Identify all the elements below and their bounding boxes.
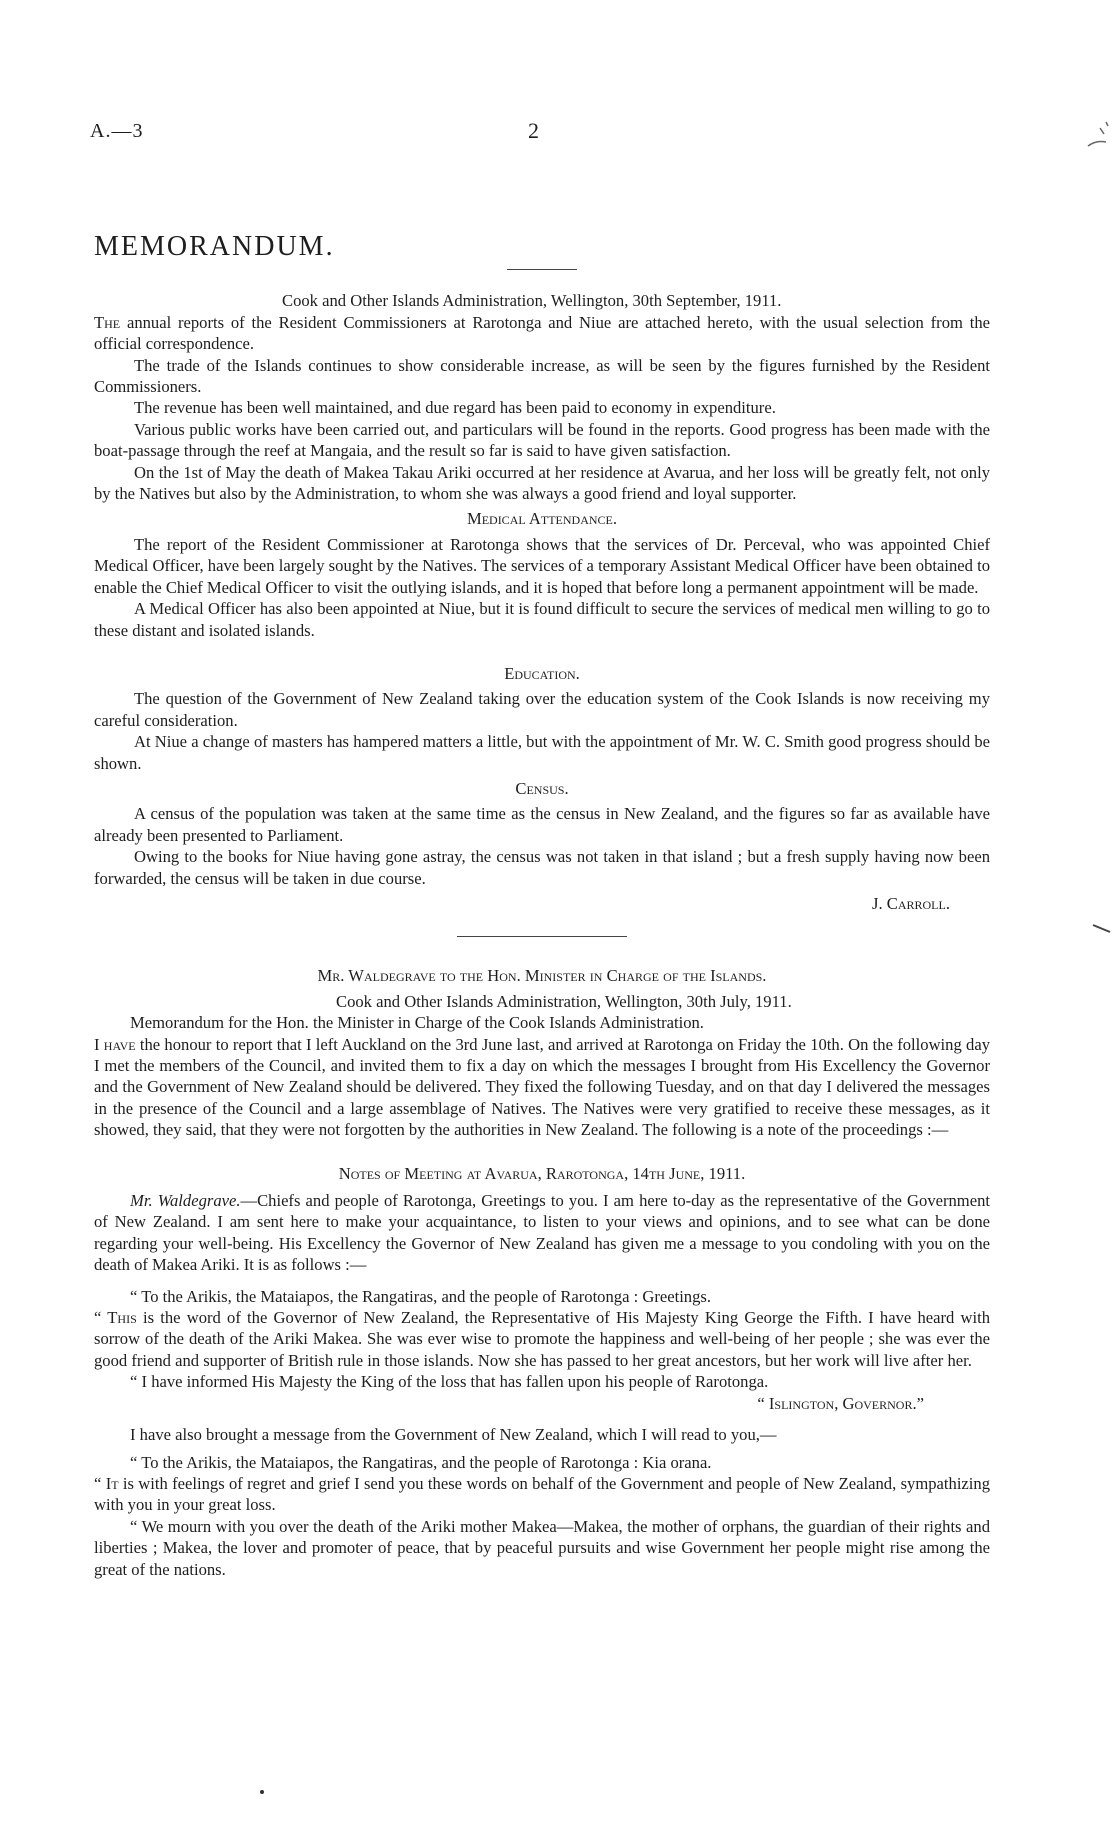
- quote-3: “ I have informed His Majesty the King of the loss that has fallen upon his people of Rarotonga.: [130, 1372, 769, 1392]
- notes-speaker: Mr. Waldegrave.: [130, 1191, 241, 1211]
- notes-heading: Notes of Meeting at Avarua, Rarotonga, 14th June, 1911.: [338, 1163, 746, 1183]
- letter-dateline: Cook and Other Islands Administration, Wellington, 30th July, 1911.: [336, 991, 792, 1011]
- scan-artifact-dot: [258, 1788, 266, 1796]
- quote-3-signature: “ Islington, Governor.”: [757, 1393, 924, 1413]
- memo-paragraph-3: The revenue has been well maintained, and due regard has been paid to economy in expenditure.: [134, 398, 776, 418]
- letter-heading: Mr. Waldegrave to the Hon. Minister in Charge of the Islands.: [317, 966, 767, 986]
- letter-memo-line: Memorandum for the Hon. the Minister in Charge of the Cook Islands Administration.: [130, 1013, 704, 1033]
- quote-5-lead: “ It: [94, 1473, 119, 1493]
- notes-paragraph-2: I have also brought a message from the Government of New Zealand, which I will read to you,—: [130, 1425, 777, 1445]
- heading-census: Census.: [515, 778, 569, 798]
- quote-5: [94, 1473, 990, 1516]
- quote-6: “ We mourn with you over the death of the Ariki mother Makea—Makea, the mother of orphans, the guardian of their rights and liberties ; Makea, the lover and promoter of peace, that by peaceful pursuits and wise Government her people might rise among the great of the nations.: [94, 1516, 990, 1579]
- quote-2-text: is the word of the Governor of New Zealand, the Representative of His Majesty King George the Fifth. I have heard with sorrow of the death of the Ariki Makea. She was ever wise to promote the happiness and well-being of her people ; she was ever the good friend and supporter of British rule in those islands. Now she has passed to her great ancestors, but her work will live after her.: [94, 1308, 990, 1370]
- letter-paragraph-1: [94, 1034, 990, 1141]
- notes-paragraph-1: [94, 1190, 990, 1276]
- letter-paragraph-1-text: the honour to report that I left Auckland on the 3rd June last, and arrived at Rarotonga on Friday the 10th. On the following day I met the members of the Council, and invited them to fix a day on which the messages I brought from His Excellency the Governor and the Government of New Zealand should be delivered. They fixed the following Tuesday, and on that day I delivered the messages in the presence of the Council and a large assemblage of Natives. The Natives were very gratified to receive these messages, as it showed, they said, that they were not forgotten by the authorities in New Zealand. The following is a note of the proceedings :—: [94, 1034, 990, 1140]
- memo-signature: J. Carroll.: [872, 893, 950, 913]
- quote-5-text: is with feelings of regret and grief I send you these words on behalf of the Government and people of New Zealand, sympathizing with you in your great loss.: [94, 1473, 990, 1515]
- title-rule: [507, 269, 577, 270]
- memo-paragraph-4: Various public works have been carried out, and particulars will be found in the reports. Good progress has been made with the boat-passage through the reef at Mangaia, and the result so far is said to have given satisfaction.: [94, 419, 990, 461]
- quote-2: [94, 1307, 990, 1371]
- notes-paragraph-1-text: —Chiefs and people of Rarotonga, Greetings to you. I am here to-day as the representative of the Government of New Zealand. I am sent here to make your acquaintance, to listen to your views and opinions, and to see what can be done regarding your well-being. His Excellency the Governor of New Zealand has given me a message to you condoling with you on the death of Makea Ariki. It is as follows :—: [94, 1191, 990, 1275]
- scan-artifact-dash: [1092, 922, 1112, 936]
- memo-dateline: Cook and Other Islands Administration, Wellington, 30th September, 1911.: [282, 291, 782, 311]
- quote-4: “ To the Arikis, the Mataiapos, the Rangatiras, and the people of Rarotonga : Kia orana.: [130, 1452, 712, 1472]
- memo-paragraph-6: The report of the Resident Commissioner at Rarotonga shows that the services of Dr. Perceval, who was appointed Chief Medical Officer, have been largely sought by the Natives. The services of a temporary Assistant Medical Officer have been obtained to enable the Chief Medical Officer to visit the outlying islands, and it is hoped that before long a permanent appointment will be made.: [94, 534, 990, 597]
- page-number: 2: [528, 118, 539, 143]
- letter-paragraph-1-lead: I have: [94, 1034, 136, 1054]
- memo-paragraph-7: A Medical Officer has also been appointed at Niue, but it is found difficult to secure the services of medical men willing to go to these distant and isolated islands.: [94, 599, 990, 640]
- quote-2-lead: “ This: [94, 1308, 137, 1328]
- memo-paragraph-11: Owing to the books for Niue having gone astray, the census was not taken in that island ; but a fresh supply having now been forwarded, the census will be taken in due course.: [94, 847, 990, 888]
- memo-title: MEMORANDUM.: [94, 231, 335, 262]
- quote-1: “ To the Arikis, the Mataiapos, the Rangatiras, and the people of Rarotonga : Greetings.: [130, 1286, 712, 1306]
- heading-education: Education.: [504, 663, 580, 683]
- heading-medical-attendance: Medical Attendance.: [466, 509, 618, 529]
- memo-paragraph-8: The question of the Government of New Zealand taking over the education system of the Cook Islands is now receiving my careful consideration.: [94, 689, 990, 730]
- page-reference: A.—3: [90, 120, 144, 142]
- memo-paragraph-1-lead: The: [94, 312, 121, 332]
- scan-artifact-mark: [1086, 118, 1112, 150]
- section-divider: [457, 936, 627, 937]
- text-column: [94, 231, 990, 1580]
- memo-paragraph-2: The trade of the Islands continues to show considerable increase, as will be seen by the figures furnished by the Resident Commissioners.: [94, 355, 990, 397]
- memo-paragraph-5: On the 1st of May the death of Makea Takau Ariki occurred at her residence at Avarua, and her loss will be greatly felt, not only by the Natives but also by the Administration, to whom she was always a good friend and loyal supporter.: [94, 462, 990, 504]
- memo-paragraph-10: A census of the population was taken at the same time as the census in New Zealand, and the figures so far as available have already been presented to Parliament.: [94, 804, 990, 845]
- memo-paragraph-9: At Niue a change of masters has hampered matters a little, but with the appointment of Mr. W. C. Smith good progress should be shown.: [94, 732, 990, 773]
- memo-paragraph-1-text: annual reports of the Resident Commissioners at Rarotonga and Niue are attached hereto, with the usual selection from the official correspondence.: [94, 312, 990, 354]
- memo-paragraph-1: [94, 312, 990, 355]
